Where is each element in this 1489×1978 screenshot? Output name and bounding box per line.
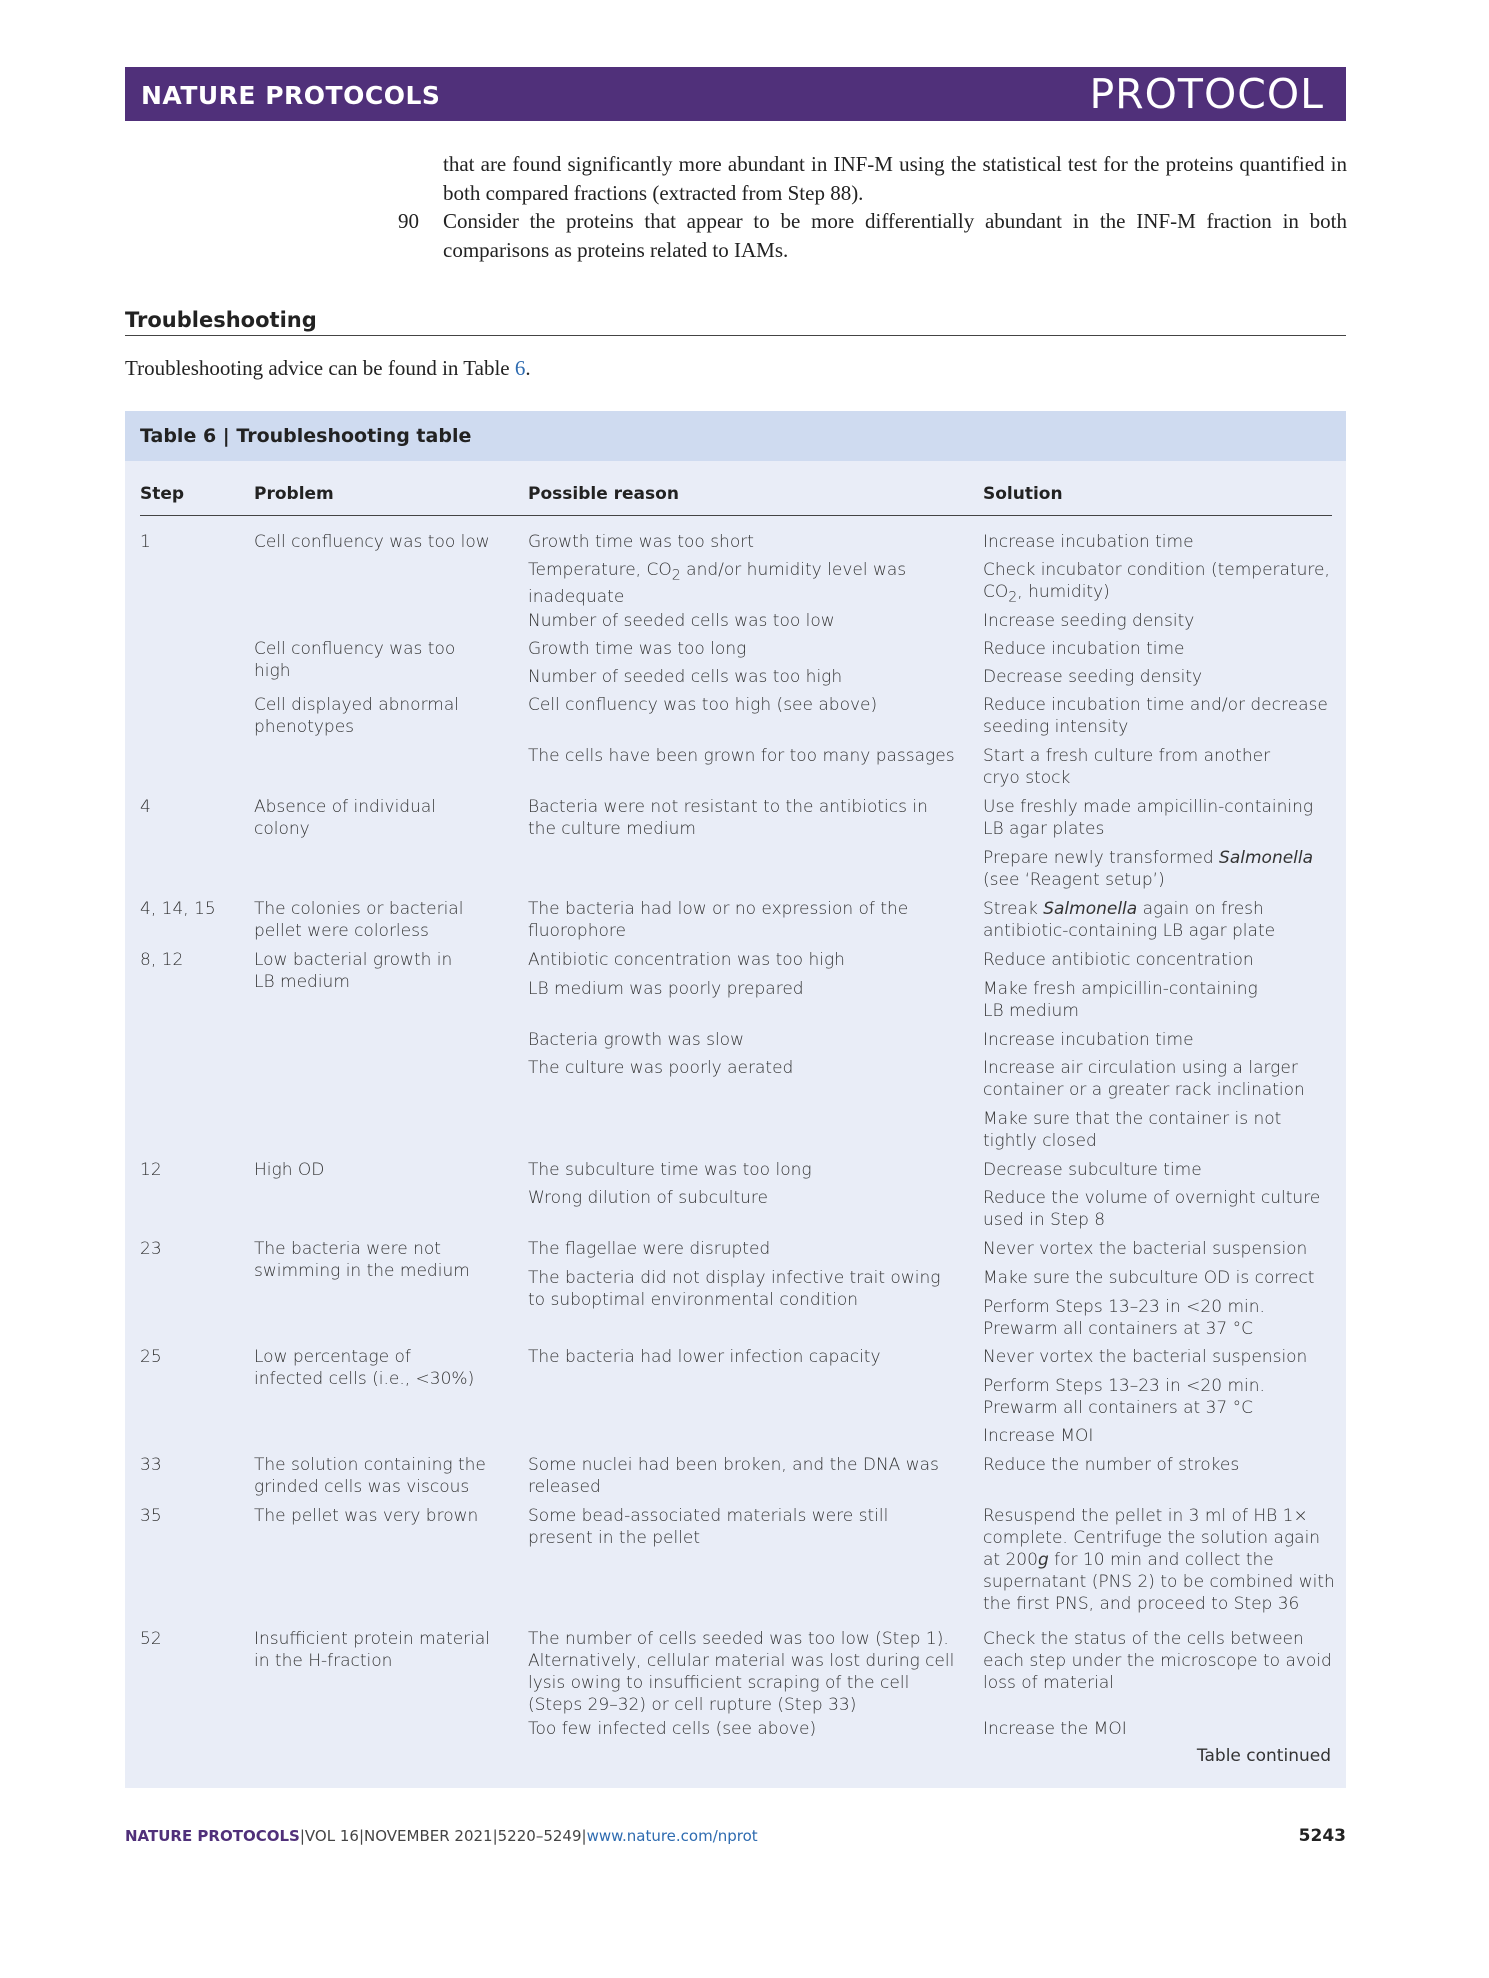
table-cell-solution: Increase the MOI	[983, 1719, 1127, 1739]
section-paragraph: Troubleshooting advice can be found in Table 6.	[125, 356, 531, 380]
table-cell-reason: The bacteria had lower infection capacity	[528, 1347, 881, 1367]
step-text: Consider the proteins that appear to be more differentially abundant in the INF-M fraction in both comparisons as proteins related to IAMs.	[443, 209, 1347, 262]
table-cell-reason: The cells have been grown for too many passages	[528, 746, 955, 766]
table-cell-solution: Perform Steps 13–23 in <20 min. Prewarm all containers at 37 °C	[983, 1297, 1265, 1339]
table-cell-reason: The number of cells seeded was too low (Step 1). Alternatively, cellular material was lost during cell lysis owing to insufficient scraping of the cell (Steps 29–32) or cell rupture (Step 33)	[528, 1629, 955, 1715]
footer-url-link[interactable]: www.nature.com/nprot	[586, 1827, 758, 1845]
table-cell-reason: Number of seeded cells was too low	[528, 611, 835, 631]
table-cell-solution: Use freshly made ampicillin-containing LB agar plates	[983, 797, 1314, 839]
table-cell-reason: Some bead-associated materials were still present in the pellet	[528, 1506, 889, 1548]
table-cell-reason: The bacteria had low or no expression of the fluorophore	[528, 899, 909, 941]
table-cell-reason: The subculture time was too long	[528, 1160, 812, 1180]
table-cell-problem: Absence of individual colony	[254, 797, 437, 839]
table-cell-solution: Perform Steps 13–23 in <20 min. Prewarm all containers at 37 °C	[983, 1376, 1265, 1418]
table-cell-reason: Too few infected cells (see above)	[528, 1719, 817, 1739]
continued-paragraph: that are found significantly more abundant in INF-M using the statistical test for the proteins quantified in both compared fractions (extracted from Step 88).	[443, 152, 1347, 205]
header-reason: Possible reason	[528, 484, 679, 504]
table-cell-problem: Cell displayed abnormal phenotypes	[254, 695, 459, 737]
table-cell-reason: Number of seeded cells was too high	[528, 667, 843, 687]
table-cell-reason: LB medium was poorly prepared	[528, 979, 804, 999]
table-cell-problem: The bacteria were not swimming in the medium	[254, 1239, 470, 1281]
table-cell-solution: Check incubator condition (temperature, $CO_2$, humidity)	[983, 560, 1330, 606]
table-cell-problem: High OD	[254, 1160, 325, 1180]
table-cell-solution: Decrease subculture time	[983, 1160, 1202, 1180]
table-cell-solution: Make fresh ampicillin-containing LB medium	[983, 979, 1258, 1021]
footer-journal: NATURE PROTOCOLS	[125, 1827, 300, 1845]
table-cell-solution: Increase air circulation using a larger container or a greater rack inclination	[983, 1058, 1305, 1100]
journal-name: NATURE PROTOCOLS	[141, 81, 441, 110]
article-type: PROTOCOL	[1089, 70, 1324, 118]
table-cell-step: 4, 14, 15	[140, 899, 216, 919]
table-cell-reason: Wrong dilution of subculture	[528, 1188, 768, 1208]
table-cell-reason: Growth time was too long	[528, 639, 747, 659]
table-cell-step: 35	[140, 1506, 162, 1526]
table-cell-solution: Increase incubation time	[983, 532, 1194, 552]
table-cell-problem: The pellet was very brown	[254, 1506, 479, 1526]
table-cell-step: 25	[140, 1347, 162, 1367]
table-cell-solution: Never vortex the bacterial suspension	[983, 1347, 1308, 1367]
table-cell-step: 4	[140, 797, 151, 817]
table-cell-reason: Growth time was too short	[528, 532, 754, 552]
table-cell-solution: Streak Salmonella again on fresh antibiotic-containing LB agar plate	[983, 899, 1276, 941]
header-problem: Problem	[254, 484, 334, 504]
table-cell-reason: Bacteria growth was slow	[528, 1030, 744, 1050]
table-cell-solution: Decrease seeding density	[983, 667, 1203, 687]
table-header-row	[140, 461, 1332, 516]
table-cell-solution: Prepare newly transformed Salmonella (see ‘Reagent setup’)	[983, 848, 1314, 890]
footer-date: NOVEMBER 2021	[364, 1827, 493, 1845]
header-step: Step	[140, 484, 185, 504]
table-cell-reason: The flagellae were disrupted	[528, 1239, 771, 1259]
table-cell-solution: Increase seeding density	[983, 611, 1195, 631]
table-cell-solution: Reduce antibiotic concentration	[983, 950, 1254, 970]
table-cell-solution: Reduce the number of strokes	[983, 1455, 1240, 1475]
table-cell-problem: Low percentage of infected cells (i.e., <30%)	[254, 1347, 475, 1389]
table-cell-step: 1	[140, 532, 151, 552]
footer-pages: 5220–5249	[497, 1827, 582, 1845]
table-cell-problem: Low bacterial growth in LB medium	[254, 950, 453, 992]
table-cell-solution: Make sure the subculture OD is correct	[983, 1268, 1315, 1288]
page-number: 5243	[1298, 1826, 1346, 1846]
table-cell-reason: Antibiotic concentration was too high	[528, 950, 845, 970]
table-cell-problem: Insufficient protein material in the H-fraction	[254, 1629, 491, 1671]
table-cell-reason: The bacteria did not display infective trait owing to suboptimal environmental condition	[528, 1268, 941, 1310]
table-cell-solution: Reduce incubation time	[983, 639, 1185, 659]
table-cell-solution: Reduce incubation time and/or decrease seeding intensity	[983, 695, 1328, 737]
table-cell-solution: Make sure that the container is not tightly closed	[983, 1109, 1282, 1151]
table-link[interactable]: 6	[514, 356, 526, 380]
table-cell-solution: Resuspend the pellet in 3 ml of HB 1× complete. Centrifuge the solution again at 200g for 10 min and collect the supernatant (PNS 2) to be combined with the first PNS, and proceed to Step 36	[983, 1506, 1335, 1614]
table-cell-solution: Never vortex the bacterial suspension	[983, 1239, 1308, 1259]
table-cell-reason: Bacteria were not resistant to the antibiotics in the culture medium	[528, 797, 928, 839]
table-cell-reason: Cell confluency was too high (see above)	[528, 695, 878, 715]
table-continued-note: Table continued	[1196, 1746, 1331, 1766]
journal-header-bar	[125, 67, 1346, 121]
table-cell-problem: Cell confluency was too low	[254, 532, 490, 552]
table-cell-solution: Increase incubation time	[983, 1030, 1194, 1050]
table-cell-step: 12	[140, 1160, 162, 1180]
table-cell-problem: Cell confluency was too high	[254, 639, 456, 681]
table-cell-problem: The solution containing the grinded cells was viscous	[254, 1455, 486, 1497]
footer: NATURE PROTOCOLS|VOL 16|NOVEMBER 2021|5220–5249|www.nature.com/nprot	[125, 1827, 758, 1845]
section-title: Troubleshooting	[125, 308, 1346, 336]
table-cell-step: 8, 12	[140, 950, 184, 970]
table-cell-reason: The culture was poorly aerated	[528, 1058, 794, 1078]
footer-volume: VOL 16	[304, 1827, 359, 1845]
step-number: 90	[398, 209, 419, 233]
table-cell-step: 52	[140, 1629, 162, 1649]
table-cell-solution: Reduce the volume of overnight culture used in Step 8	[983, 1188, 1321, 1230]
table-cell-solution: Increase MOI	[983, 1426, 1094, 1446]
table-cell-solution: Check the status of the cells between each step under the microscope to avoid loss of material	[983, 1629, 1332, 1693]
table-cell-reason: Temperature, $CO_2$ and/or humidity level was inadequate	[528, 560, 907, 608]
table-cell-solution: Start a fresh culture from another cryo stock	[983, 746, 1271, 788]
table-cell-problem: The colonies or bacterial pellet were colorless	[254, 899, 464, 941]
table-cell-step: 33	[140, 1455, 162, 1475]
header-solution: Solution	[983, 484, 1063, 504]
table-title: Table 6 | Troubleshooting table	[125, 411, 1346, 461]
table-cell-step: 23	[140, 1239, 162, 1259]
table-cell-reason: Some nuclei had been broken, and the DNA was released	[528, 1455, 939, 1497]
